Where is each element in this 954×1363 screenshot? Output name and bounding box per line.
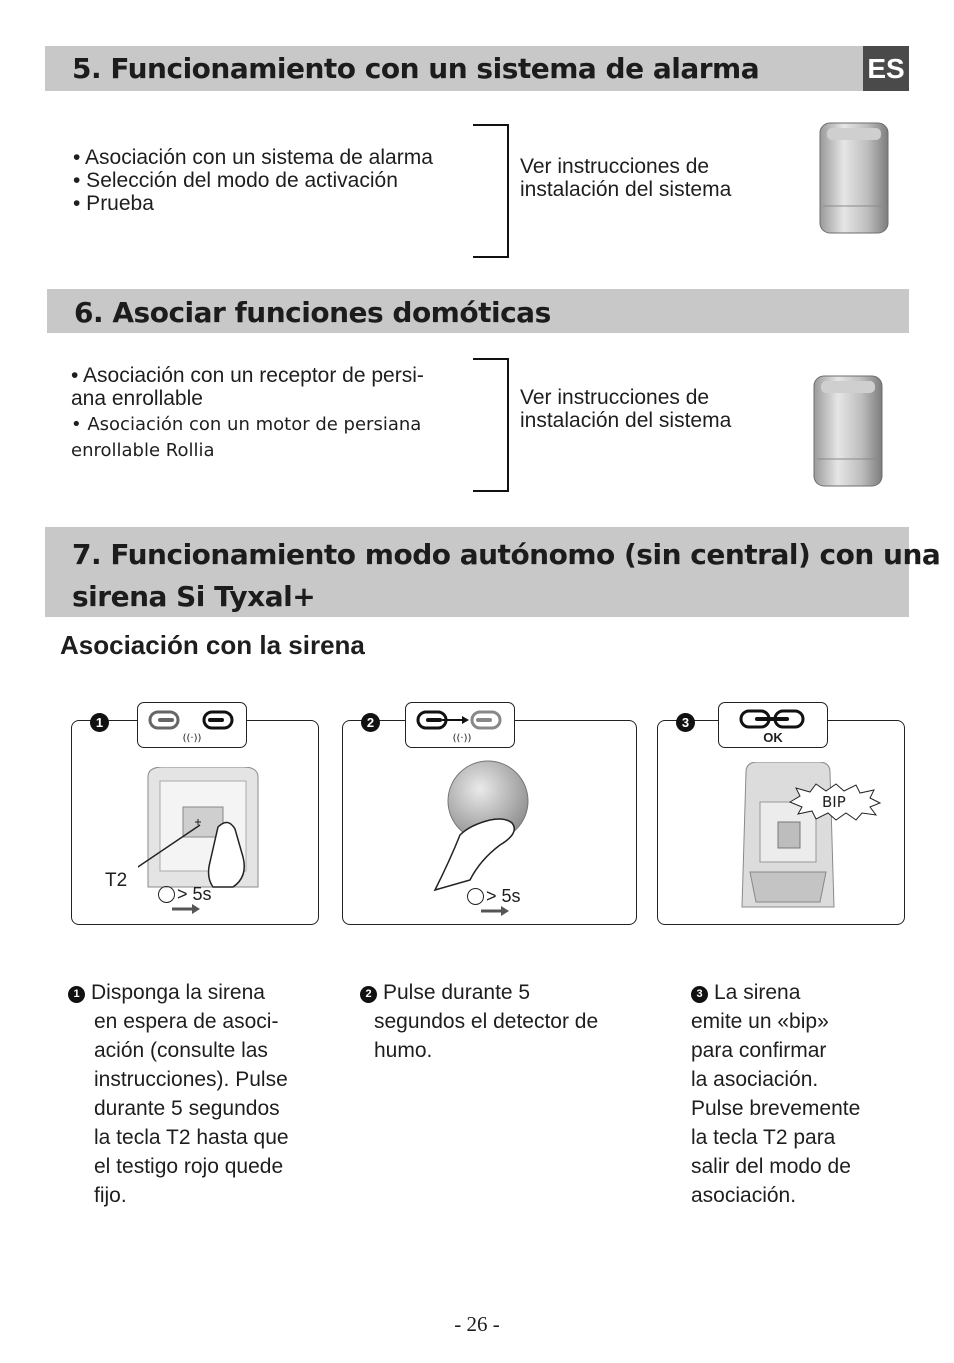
- page-number: - 26 -: [454, 1312, 500, 1336]
- step-2-number-icon: 2: [361, 713, 380, 732]
- bracket: [473, 124, 509, 258]
- bip-label: BIP: [822, 793, 846, 811]
- step-line-text: para confirmar: [691, 1039, 827, 1062]
- step-2-text: [360, 978, 598, 1065]
- duration-text: > 5s: [177, 884, 212, 904]
- step-line-text: la asociación.: [691, 1068, 819, 1091]
- ok-label: OK: [763, 730, 783, 745]
- link-broken-icon-box: [137, 702, 247, 748]
- step-line-text: La sirena: [714, 981, 801, 1004]
- list-item: • Asociación con un motor de persiana: [71, 414, 422, 435]
- link-connected-icon: [719, 703, 827, 733]
- step-2-number-icon: 2: [360, 986, 377, 1003]
- list-item: • Selección del modo de activación: [73, 169, 398, 192]
- step-1-number-icon: 1: [68, 986, 85, 1003]
- list-item: • Prueba: [73, 192, 154, 215]
- list-item: • Asociación con un sistema de alarma: [73, 146, 433, 169]
- subsection-title: Asociación con la sirena: [60, 630, 365, 660]
- svg-text:((·)): ((·)): [182, 733, 202, 744]
- timer-label: [158, 884, 212, 905]
- step-line-text: la tecla T2 para: [691, 1126, 836, 1149]
- reference-line: Ver instrucciones de: [520, 386, 710, 409]
- step-3-text: [691, 978, 860, 1210]
- step-line-text: ación (consulte las: [94, 1039, 268, 1062]
- clock-icon: [467, 888, 484, 905]
- step-line-text: emite un «bip»: [691, 1010, 829, 1033]
- section-7-title-line: 7. Funcionamiento modo autónomo (sin central) con una: [72, 538, 941, 571]
- section-6-reference: [520, 386, 731, 432]
- step-1-number-icon: 1: [90, 713, 109, 732]
- arrow-right-icon: [481, 906, 509, 916]
- step-line-text: Disponga la sirena: [91, 981, 265, 1004]
- section-6-list: [71, 364, 424, 464]
- step-line-text: humo.: [374, 1039, 433, 1062]
- bracket: [473, 358, 509, 492]
- link-connecting-icon-box: [405, 702, 515, 748]
- language-badge: ES: [863, 46, 909, 91]
- clock-icon: [158, 886, 175, 903]
- siren-open-illustration: [138, 767, 268, 897]
- list-item: • Asociación con un receptor de persi-: [71, 364, 424, 387]
- step-line-text: segundos el detector de: [374, 1010, 599, 1033]
- list-item: enrollable Rollia: [71, 440, 215, 461]
- step-1-text: [68, 978, 289, 1210]
- timer-label: [467, 886, 521, 907]
- link-ok-icon-box: [718, 702, 828, 748]
- t2-label: T2: [105, 870, 128, 891]
- section-5-list: [73, 146, 433, 215]
- arrow-right-icon: [172, 904, 200, 914]
- detector-device-image: [815, 120, 893, 236]
- step-line-text: Pulse durante 5: [383, 981, 531, 1004]
- step-line-text: en espera de asoci-: [94, 1010, 279, 1033]
- link-connecting-icon: [406, 703, 514, 747]
- step-3-number-icon: 3: [691, 986, 708, 1003]
- step-line-text: la tecla T2 hasta que: [94, 1126, 289, 1149]
- step-line: [360, 978, 598, 1007]
- reference-line: instalación del sistema: [520, 178, 732, 201]
- svg-text:((·)): ((·)): [452, 733, 472, 744]
- step-line-text: durante 5 segundos: [94, 1097, 280, 1120]
- section-7-title: [72, 534, 940, 618]
- section-5-title: 5. Funcionamiento con un sistema de alarma: [72, 52, 760, 85]
- step-line: [68, 978, 289, 1007]
- step-line-text: instrucciones). Pulse: [94, 1068, 288, 1091]
- section-5-reference: [520, 155, 731, 201]
- section-7-title-line: sirena Si Tyxal+: [72, 580, 316, 613]
- reference-line: instalación del sistema: [520, 409, 732, 432]
- step-line-text: asociación.: [691, 1184, 797, 1207]
- smoke-detector-illustration: [430, 755, 540, 895]
- section-6-title: 6. Asociar funciones domóticas: [74, 296, 551, 329]
- reference-line: Ver instrucciones de: [520, 155, 710, 178]
- step-3-number-icon: 3: [676, 713, 695, 732]
- step-line-text: salir del modo de: [691, 1155, 851, 1178]
- step-line: [691, 978, 860, 1007]
- link-broken-icon: [138, 703, 246, 747]
- list-item: ana enrollable: [71, 387, 203, 410]
- detector-device-image: [809, 373, 887, 489]
- step-line-text: Pulse brevemente: [691, 1097, 861, 1120]
- duration-text: > 5s: [486, 886, 521, 906]
- step-line-text: el testigo rojo quede: [94, 1155, 284, 1178]
- step-line-text: fijo.: [94, 1184, 127, 1207]
